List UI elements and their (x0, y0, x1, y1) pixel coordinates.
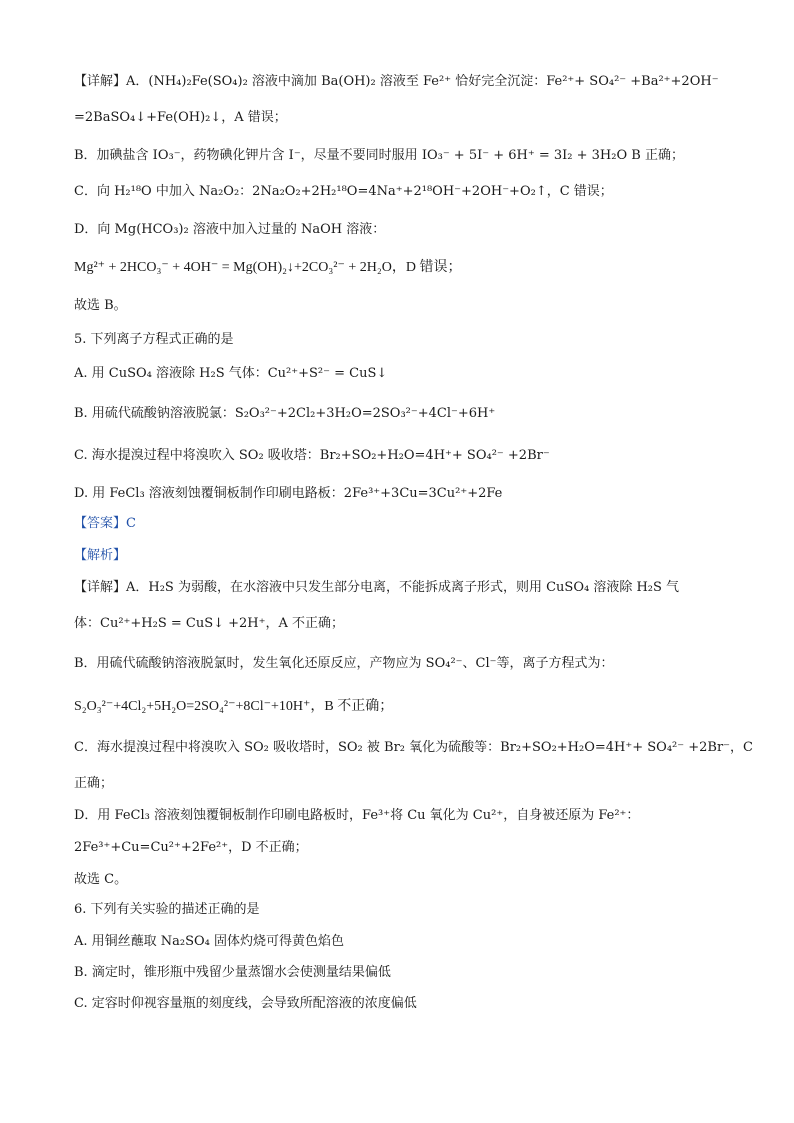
question-stem: 6. 下列有关实验的描述正确的是 (74, 902, 260, 917)
text-line: 体：Cu²⁺+H₂S = CuS↓ +2H⁺，A 不正确； (74, 616, 345, 631)
option-a: A. 用铜丝蘸取 Na₂SO₄ 固体灼烧可得黄色焰色 (74, 934, 345, 949)
text-line: C．海水提溴过程中将溴吹入 SO₂ 吸收塔时，SO₂ 被 Br₂ 氧化为硫酸等：Br₂+SO₂+H₂O=4H⁺+ SO₄²⁻ +2Br⁻，C (74, 740, 753, 755)
text-line: D．向 Mg(HCO₃)₂ 溶液中加入过量的 NaOH 溶液： (74, 222, 386, 237)
text-line: D．用 FeCl₃ 溶液刻蚀覆铜板制作印刷电路板时，Fe³⁺将 Cu 氧化为 Cu²⁺，自身被还原为 Fe²⁺： (74, 808, 640, 823)
answer-label: 【答案】C (74, 516, 136, 531)
text-line: 故选 B。 (74, 298, 127, 313)
text-line: =2BaSO₄↓+Fe(OH)₂↓，A 错误； (74, 110, 287, 125)
equation-line: Mg²⁺ + 2HCO₃⁻ + 4OH⁻ = Mg(OH)₂↓+2CO₃²⁻ + 2H₂O，D 错误； (74, 260, 462, 275)
text-line: C．向 H₂¹⁸O 中加入 Na₂O₂：2Na₂O₂+2H₂¹⁸O=4Na⁺+2¹⁸OH⁻+2OH⁻+O₂↑，C 错误； (74, 184, 613, 199)
analysis-label: 【解析】 (74, 548, 127, 563)
option-c: C. 海水提溴过程中将溴吹入 SO₂ 吸收塔：Br₂+SO₂+H₂O=4H⁺+ SO₄²⁻ +2Br⁻ (74, 448, 550, 463)
text-line: B．加碘盐含 IO₃⁻，药物碘化钾片含 I⁻，尽量不要同时服用 IO₃⁻ + 5I⁻ + 6H⁺ = 3I₂ + 3H₂O B 正确； (74, 148, 684, 163)
option-b: B. 滴定时，锥形瓶中残留少量蒸馏水会使测量结果偏低 (74, 965, 391, 980)
option-b: B. 用硫代硫酸钠溶液脱氯：S₂O₃²⁻+2Cl₂+3H₂O=2SO₃²⁻+4Cl⁻+6H⁺ (74, 406, 496, 421)
text-line: B．用硫代硫酸钠溶液脱氯时，发生氧化还原反应，产物应为 SO₄²⁻、Cl⁻等，离子方程式为： (74, 656, 614, 671)
option-c: C. 定容时仰视容量瓶的刻度线，会导致所配溶液的浓度偏低 (74, 996, 417, 1011)
question-stem: 5. 下列离子方程式正确的是 (74, 332, 234, 347)
text-line: 【详解】A．(NH₄)₂Fe(SO₄)₂ 溶液中滴加 Ba(OH)₂ 溶液至 Fe²⁺ 恰好完全沉淀：Fe²⁺+ SO₄²⁻ +Ba²⁺+2OH⁻ (74, 74, 719, 89)
text-line: 正确； (74, 776, 114, 791)
text-line: 2Fe³⁺+Cu=Cu²⁺+2Fe²⁺，D 不正确； (74, 840, 308, 855)
text-line: 故选 C。 (74, 872, 128, 887)
option-d: D. 用 FeCl₃ 溶液刻蚀覆铜板制作印刷电路板：2Fe³⁺+3Cu=3Cu²⁺+2Fe (74, 486, 503, 501)
equation-line: S₂O₃²⁻+4Cl₂+5H₂O=2SO₄²⁻+8Cl⁻+10H⁺，B 不正确； (74, 699, 394, 714)
option-a: A. 用 CuSO₄ 溶液除 H₂S 气体：Cu²⁺+S²⁻ = CuS↓ (74, 366, 388, 381)
text-line: 【详解】A．H₂S 为弱酸，在水溶液中只发生部分电离，不能拆成离子形式，则用 CuSO₄ 溶液除 H₂S 气 (74, 580, 680, 595)
